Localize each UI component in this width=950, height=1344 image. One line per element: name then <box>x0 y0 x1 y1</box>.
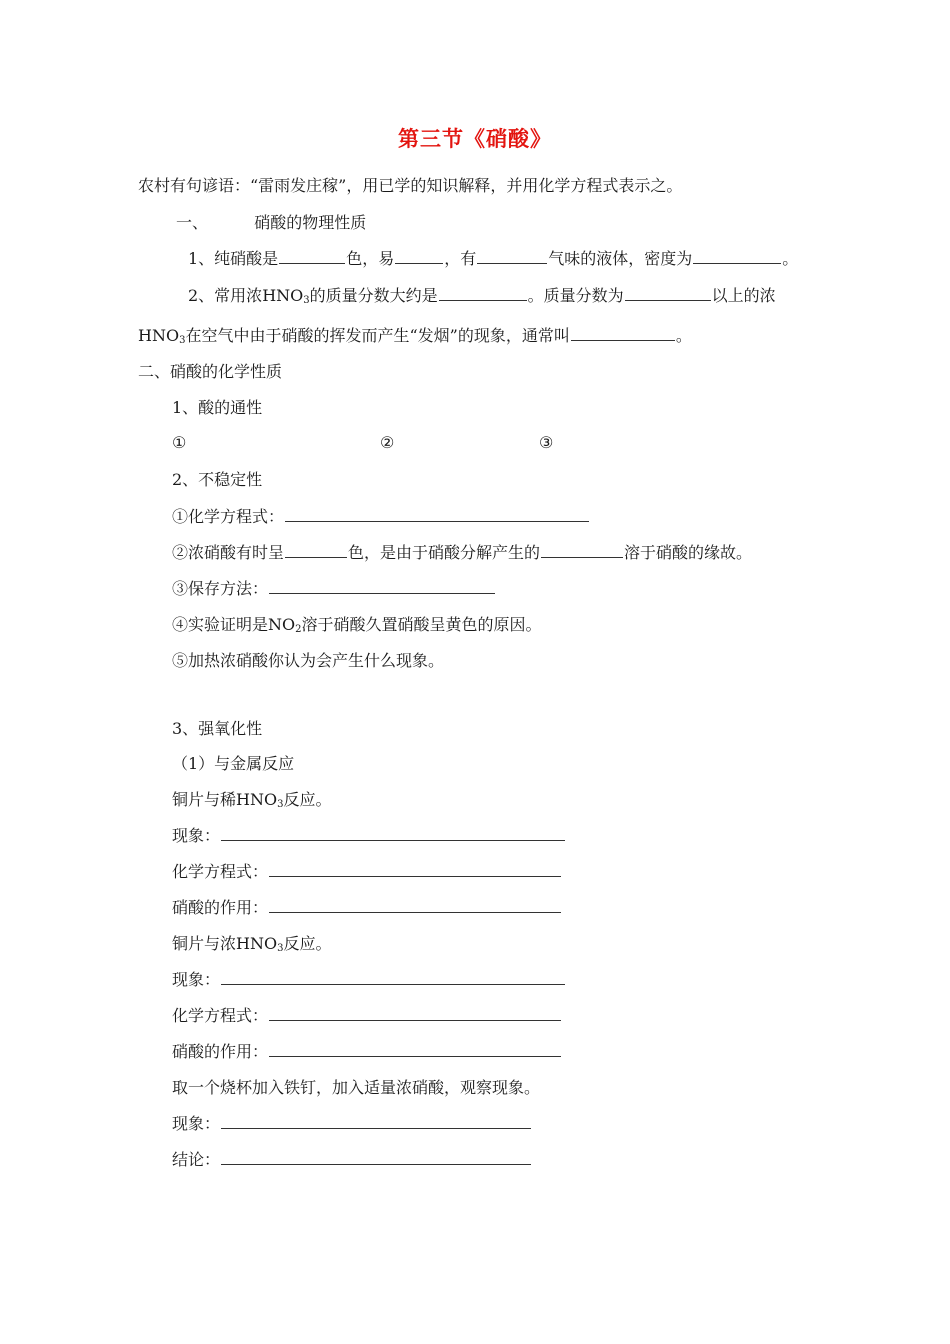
proof-text-b: 溶于硝酸久置硝酸呈黄色的原因。 <box>301 615 542 634</box>
iron-phenomenon-blank[interactable] <box>221 1113 531 1129</box>
decomposition-equation-blank[interactable] <box>285 506 589 522</box>
dilute-role-blank[interactable] <box>269 897 561 913</box>
dilute-equation-blank[interactable] <box>269 861 561 877</box>
iron-phenomenon-line <box>172 1113 532 1135</box>
yellow-color-line <box>172 542 752 564</box>
q2-text-d: 以上的浓 <box>711 286 776 305</box>
acid-properties-heading: 1、酸的通性 <box>172 398 263 417</box>
q1-text-c: ，有 <box>444 249 477 268</box>
yellow-text-b: 色，是由于硝酸分解产生的 <box>348 543 541 562</box>
dilute-phenomenon-line <box>172 825 566 847</box>
dilute-reaction-line <box>172 789 331 816</box>
dilute-role-label: 硝酸的作用： <box>172 898 269 917</box>
q1-text-d: 气味的液体，密度为 <box>548 249 693 268</box>
iron-conclusion-line <box>172 1149 532 1171</box>
iron-conclusion-label: 结论： <box>172 1150 221 1169</box>
oxidizing-heading: 3、强氧化性 <box>172 719 263 738</box>
q1-text-a: 1、纯硝酸是 <box>188 249 279 268</box>
section-1-title: 硝酸的物理性质 <box>254 213 367 232</box>
conc-role-line <box>172 1041 562 1063</box>
q1-text-e: 。 <box>782 249 799 268</box>
instability-heading: 2、不稳定性 <box>172 470 263 489</box>
dilute-text-a: 铜片与稀 <box>172 790 237 809</box>
conc-equation-line <box>172 1005 562 1027</box>
question-2-line-2 <box>138 325 692 352</box>
q2-text-f: 。 <box>675 326 692 345</box>
intro-text: 农村有句谚语：“雷雨发庄稼”，用已学的知识解释，并用化学方程式表示之。 <box>138 176 683 195</box>
proof-line <box>172 614 542 641</box>
conc-text-a: 铜片与浓 <box>172 934 237 953</box>
heating-question: ⑤加热浓硝酸你认为会产生什么现象。 <box>172 651 445 670</box>
conc-equation-blank[interactable] <box>269 1005 561 1021</box>
acid-mark-3: ③ <box>539 433 554 452</box>
proof-text-a: ④实验证明是 <box>172 615 269 634</box>
question-1 <box>188 248 798 270</box>
storage-blank[interactable] <box>269 578 495 594</box>
conc-role-label: 硝酸的作用： <box>172 1042 269 1061</box>
acid-mark-1: ① <box>172 433 187 452</box>
dilute-equation-label: 化学方程式： <box>172 862 269 881</box>
conc-formula-hno: HNO <box>236 934 278 953</box>
iron-conclusion-blank[interactable] <box>221 1149 531 1165</box>
storage-line <box>172 578 496 600</box>
conc-phenomenon-blank[interactable] <box>221 969 565 985</box>
q2-blank-threshold[interactable] <box>625 285 711 301</box>
q1-text-b: 色，易 <box>346 249 395 268</box>
page-title: 第三节《硝酸》 <box>398 126 552 151</box>
q2-blank-fuming[interactable] <box>571 325 675 341</box>
q2-text-c: 。质量分数为 <box>527 286 624 305</box>
iron-nail-experiment: 取一个烧杯加入铁钉，加入适量浓硝酸，观察现象。 <box>172 1078 541 1097</box>
q2-formula-subscript-2: 3 <box>179 335 186 346</box>
question-2-line-1 <box>188 285 776 312</box>
dilute-text-b: 反应。 <box>283 790 332 809</box>
dilute-formula-hno: HNO <box>236 790 278 809</box>
dilute-phenomenon-blank[interactable] <box>221 825 565 841</box>
q1-blank-density[interactable] <box>693 248 781 264</box>
conc-formula-subscript: 3 <box>277 943 284 954</box>
iron-phenomenon-label: 现象： <box>172 1114 221 1133</box>
q2-text-e: 在空气中由于硝酸的挥发而产生“发烟”的现象，通常叫 <box>185 326 570 345</box>
q2-formula-subscript: 3 <box>303 295 310 306</box>
proof-formula-no: NO <box>268 615 296 634</box>
section-1-heading <box>176 212 366 234</box>
conc-phenomenon-label: 现象： <box>172 970 221 989</box>
q2-text-b: 的质量分数大约是 <box>309 286 438 305</box>
dilute-equation-line <box>172 861 562 883</box>
conc-role-blank[interactable] <box>269 1041 561 1057</box>
section-1-number: 一、 <box>176 213 209 232</box>
q1-blank-color[interactable] <box>279 248 345 264</box>
dilute-role-line <box>172 897 562 919</box>
q2-formula-hno: HNO <box>262 286 304 305</box>
conc-equation-label: 化学方程式： <box>172 1006 269 1025</box>
q2-formula-hno-2: HNO <box>138 326 180 345</box>
yellow-text-a: ②浓硝酸有时呈 <box>172 543 285 562</box>
q1-blank-smell[interactable] <box>477 248 547 264</box>
decomposition-equation-label: ①化学方程式： <box>172 507 285 526</box>
storage-label: ③保存方法： <box>172 579 269 598</box>
decomposition-equation-line <box>172 506 590 528</box>
conc-text-b: 反应。 <box>283 934 332 953</box>
metal-reaction-heading: （1）与金属反应 <box>172 754 295 773</box>
yellow-blank-product[interactable] <box>541 542 623 558</box>
proof-formula-subscript: 2 <box>295 624 302 635</box>
conc-phenomenon-line <box>172 969 566 991</box>
dilute-phenomenon-label: 现象： <box>172 826 221 845</box>
acid-mark-2: ② <box>380 433 395 452</box>
q2-blank-mass-fraction[interactable] <box>439 285 527 301</box>
q1-blank-volatile[interactable] <box>395 248 443 264</box>
section-2-heading: 二、硝酸的化学性质 <box>138 362 283 381</box>
q2-text-a: 2、常用浓 <box>188 286 263 305</box>
dilute-formula-subscript: 3 <box>277 799 284 810</box>
yellow-blank-color[interactable] <box>285 542 347 558</box>
yellow-text-c: 溶于硝酸的缘故。 <box>624 543 753 562</box>
conc-reaction-line <box>172 933 331 960</box>
